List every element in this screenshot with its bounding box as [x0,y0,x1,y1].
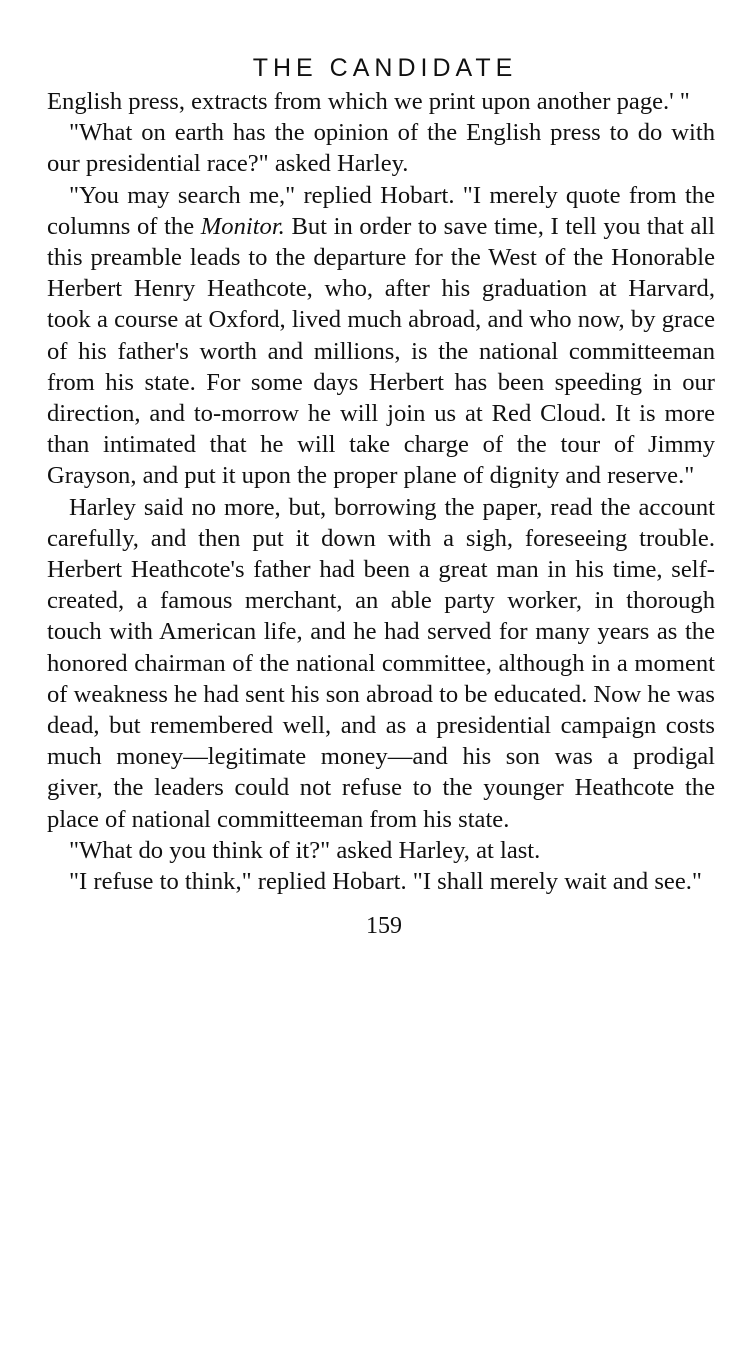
paragraph-3-text-start: "You may search me," replied Hobart. "I merely quote from the columns of the [47,181,715,240]
paragraph-6-text: "I refuse to think," replied Hobart. "I shall merely wait and see." [69,868,702,896]
book-page [47,52,715,941]
paragraph-1 [47,86,715,117]
paragraph-5 [47,835,715,866]
page-number: 159 [366,913,402,940]
paragraph-4-text: Harley said no more, but, borrowing the paper, read the account carefully, and then put it down with a sigh, foreseeing trouble. Herbert Heathcote's father had been a great man in his time, self-created, a famous merchant, an able party worker, in thorough touch with American life, and he had served for many years as the honored chairman of the national committee, although in a moment of weakness he had sent his son abroad to be educated. Now he was dead, but remembered well, and as a presidential campaign costs much money—legitimate money—and his son was a prodigal giver, the leaders could not refuse to the younger Heathcote the place of national committeeman from his state. [47,493,715,833]
paragraph-3 [47,180,715,492]
paragraph-2 [47,117,715,179]
paragraph-1-text: English press, extracts from which we print upon another page.' " [47,88,690,115]
paragraph-2-text: "What on earth has the opinion of the English press to do with our presidential race?" asked Harley. [47,119,715,178]
paragraph-4 [47,492,715,835]
running-head-title: THE CANDIDATE [252,54,518,82]
body-text [47,86,715,897]
paragraph-5-text: "What do you think of it?" asked Harley, at last. [69,836,541,864]
newspaper-title-italic: Monitor. [200,212,285,240]
paragraph-3-text-end: But in order to save time, I tell you that all this preamble leads to the departure for the West of the Honorable Herbert Henry Heathcote, who, after his graduation at Harvard, took a course at Oxford, lived much abroad, and who now, by grace of his father's worth and millions, is the national committeeman from his state. For some days Herbert has been speeding in our direction, and to-morrow he will join us at Red Cloud. It is more than intimated that he will take charge of the tour of Jimmy Grayson, and put it upon the proper plane of dignity and reserve." [47,212,715,490]
paragraph-6 [47,866,715,897]
